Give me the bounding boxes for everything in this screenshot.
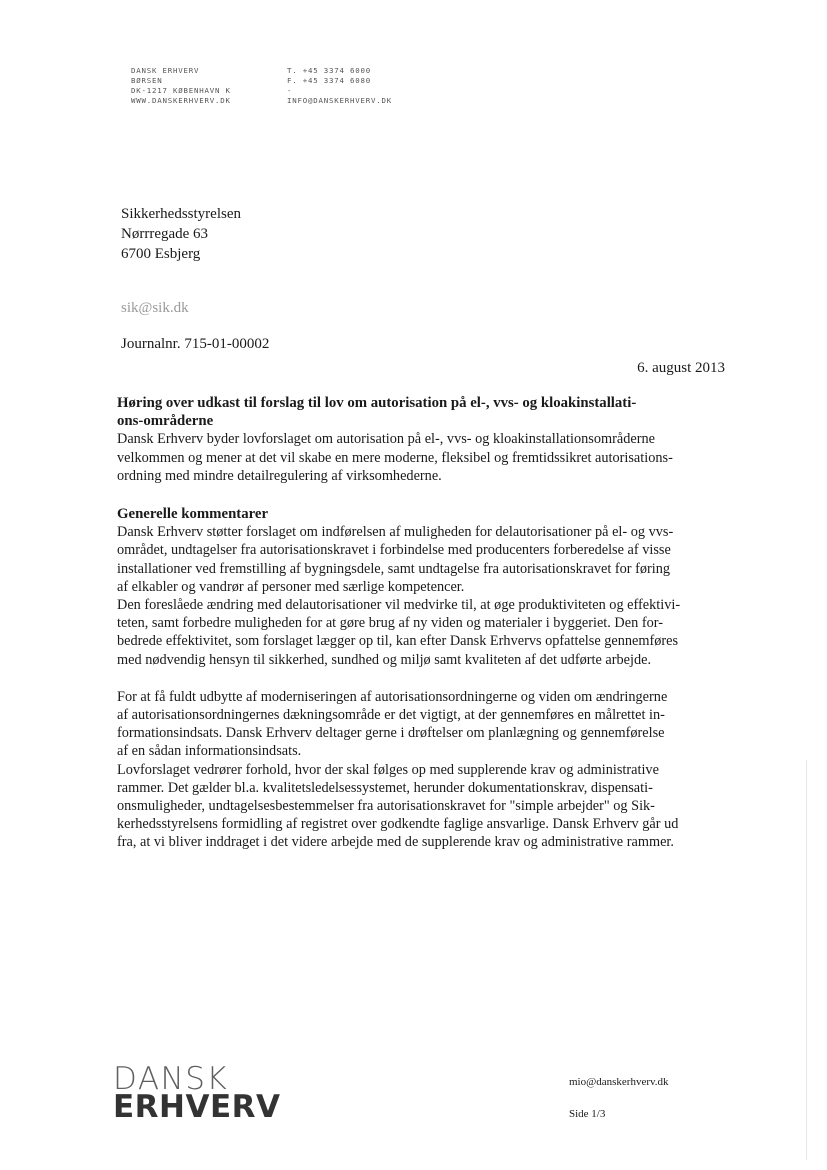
letterhead-line: DANSK ERHVERV (131, 66, 200, 75)
letterhead-line: - (287, 86, 293, 95)
logo-word-bottom: ERHVERV (113, 1088, 281, 1125)
letterhead-line: DK-1217 KØBENHAVN K (131, 86, 231, 95)
text-line: velkommen og mener at det vil skabe en mere moderne, fleksibel og fremtidssikret autorisations- (117, 449, 673, 466)
text-line: området, undtagelser fra autorisationskravet i forbindelse med producenters forberedelse af visse (117, 542, 671, 559)
text-line: kerhedsstyrelsens formidling af registret over godkendte faglige ansvarlige. Dansk Erhverv går ud (117, 816, 679, 833)
text-line: ordning med mindre detailregulering af virksomhederne. (117, 467, 442, 484)
letter-date: 6. august 2013 (637, 360, 725, 376)
text-line: Den foreslåede ændring med delautorisationer vil medvirke til, at øge produktiviteten og effektivi- (117, 597, 681, 614)
recipient-address (121, 204, 241, 264)
section-title: Generelle kommentarer (117, 506, 269, 523)
recipient-name: Sikkerhedsstyrelsen (121, 206, 241, 222)
text-line: Lovforslaget vedrører forhold, hvor der skal følges op med supplerende krav og administrative (117, 761, 659, 778)
letterhead-contact (287, 66, 392, 106)
intro-paragraph (117, 430, 722, 485)
text-line: fra, at vi bliver inddraget i det videre arbejde med de supplerende krav og administrative rammer. (117, 834, 674, 851)
text-line: Dansk Erhverv byder lovforslaget om autorisation på el-, vvs- og kloakinstallationsområderne (117, 431, 655, 448)
text-line: installationer ved fremstilling af bygningsdele, samt undtagelse fra autorisationskravet for føring (117, 560, 671, 577)
text-line: af autorisationsordningernes dækningsområde er det vigtigt, at der gennemføres en målrettet in- (117, 707, 665, 724)
journal-number: Journalnr. 715-01-00002 (121, 336, 270, 352)
text-line: med nødvendig hensyn til sikkerhed, sundhed og miljø samt kvaliteten af det udførte arbejde. (117, 651, 652, 668)
text-line: For at få fuldt udbytte af moderniseringen af autorisationsordningerne og viden om ændringerne (117, 688, 668, 705)
recipient-street: Nørrregade 63 (121, 226, 209, 242)
text-line: af en sådan informationsindsats. (117, 743, 302, 760)
letterhead-line: BØRSEN (131, 76, 163, 85)
text-line: formationsindsats. Dansk Erhverv deltager gerne i drøftelser om planlægning og gennemførelse (117, 725, 665, 742)
paragraph-1 (117, 523, 722, 596)
text-line: teten, samt forbedre muligheden for at gøre brug af ny viden og materialer i byggeriet. Den for- (117, 615, 663, 632)
recipient-city: 6700 Esbjerg (121, 246, 201, 262)
heading-line: Høring over udkast til forslag til lov om autorisation på el-, vvs- og kloakinstallati- (117, 395, 637, 411)
text-line: Dansk Erhverv støtter forslaget om indførelsen af muligheden for delautorisationer på el- og vvs- (117, 524, 674, 541)
scan-edge-line (806, 760, 807, 1160)
letterhead-line: WWW.DANSKERHVERV.DK (131, 96, 231, 105)
text-line: bedrede effektivitet, som forslaget lægger op til, kan efter Dansk Erhvervs opfattelse gennemføres (117, 633, 679, 650)
letterhead-line: T. +45 3374 6000 (287, 66, 371, 75)
text-line: rammer. Det gælder bl.a. kvalitetsledelsessystemet, herunder dokumentationskrav, dispensati- (117, 779, 653, 796)
recipient-email: sik@sik.dk (121, 300, 189, 316)
dansk-erhverv-logo (113, 1061, 281, 1125)
letterhead-address (131, 66, 231, 106)
letterhead-line: F. +45 3374 6080 (287, 76, 371, 85)
paragraph-3 (117, 688, 722, 761)
text-line: onsmuligheder, undtagelsesbestemmelser fra autorisationskravet for "simple arbejder" og Sik- (117, 798, 655, 815)
letterhead-line: INFO@DANSKERHVERV.DK (287, 96, 392, 105)
footer-email: mio@danskerhverv.dk (569, 1076, 669, 1088)
logo-word-top: DANSK (113, 1061, 229, 1097)
paragraph-2 (117, 596, 722, 669)
paragraph-4 (117, 761, 722, 852)
heading-line: ons-områderne (117, 413, 214, 430)
page-number: Side 1/3 (569, 1108, 606, 1120)
letter-heading (117, 394, 722, 430)
text-line: af elkabler og vandrør af personer med særlige kompetencer. (117, 578, 465, 595)
letter-body (117, 394, 722, 852)
